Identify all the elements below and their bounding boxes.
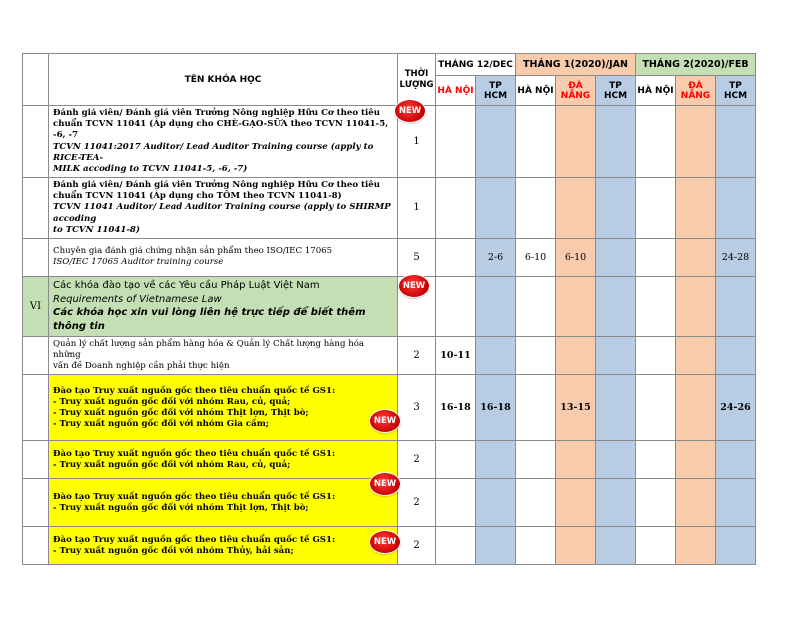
schedule-date-cell: 16-18	[476, 375, 516, 441]
course-line: - Truy xuất nguồn gốc đối với nhóm Rau, củ, quả;	[53, 396, 291, 407]
schedule-date-cell	[596, 479, 636, 527]
course-row	[23, 238, 756, 276]
schedule-date-cell: 16-18	[436, 375, 476, 441]
schedule-date-cell	[516, 336, 556, 375]
schedule-date-cell	[596, 238, 636, 276]
schedule-date-cell	[476, 527, 516, 565]
section-number	[23, 336, 49, 375]
header-month-jan: THÁNG 1(2020)/JAN	[516, 54, 636, 76]
schedule-date-cell	[636, 527, 676, 565]
section-number	[23, 178, 49, 239]
duration-cell: 2	[398, 441, 436, 479]
schedule-date-cell	[516, 178, 556, 239]
schedule-date-cell	[436, 178, 476, 239]
section-title	[49, 276, 398, 336]
new-badge: NEW	[370, 473, 400, 495]
section-number	[23, 527, 49, 565]
course-row	[23, 336, 756, 375]
schedule-date-cell	[516, 441, 556, 479]
course-line: to TCVN 11041-8)	[53, 224, 140, 235]
schedule-date-cell	[676, 106, 716, 178]
header-tphcm-feb: TP HCM	[716, 76, 756, 106]
course-line: - Truy xuất nguồn gốc đối với nhóm Rau, củ, quả;	[53, 459, 291, 470]
schedule-date-cell	[596, 336, 636, 375]
schedule-date-cell	[596, 375, 636, 441]
schedule-date-cell	[636, 375, 676, 441]
duration-cell: 2	[398, 479, 436, 527]
header-danang-feb: ĐÀ NẴNG	[676, 76, 716, 106]
course-name	[49, 336, 398, 375]
course-line: Đào tạo Truy xuất nguồn gốc theo tiêu chuẩn quốc tế GS1:	[53, 385, 336, 396]
section-number	[23, 238, 49, 276]
course-line: Đào tạo Truy xuất nguồn gốc theo tiêu chuẩn quốc tế GS1:	[53, 491, 336, 502]
schedule-date-cell	[436, 276, 476, 336]
schedule-date-cell	[636, 479, 676, 527]
schedule-date-cell: 2-6	[476, 238, 516, 276]
schedule-date-cell	[556, 479, 596, 527]
schedule-date-cell	[516, 106, 556, 178]
schedule-date-cell: 10-11	[436, 336, 476, 375]
schedule-date-cell	[716, 441, 756, 479]
header-duration: THỜI LƯỢNG	[398, 54, 436, 106]
course-line: Quản lý chất lượng sản phẩm hàng hóa & Quản lý Chất lượng hàng hóa những	[53, 338, 365, 361]
schedule-date-cell	[676, 276, 716, 336]
schedule-date-cell	[556, 276, 596, 336]
header-tphcm-dec: TP HCM	[476, 76, 516, 106]
section-number	[23, 441, 49, 479]
schedule-date-cell	[436, 441, 476, 479]
new-badge: NEW	[370, 531, 400, 553]
course-line: Đánh giá viên/ Đánh giá viên Trưởng Nông nghiệp Hữu Cơ theo tiêu	[53, 180, 381, 191]
course-line: chuẩn TCVN 11041 (Áp dụng cho TÔM theo TCVN 11041-8)	[53, 191, 342, 202]
new-badge: NEW	[395, 100, 425, 122]
schedule-date-cell	[596, 276, 636, 336]
schedule-date-cell	[556, 336, 596, 375]
schedule-date-cell	[556, 106, 596, 178]
course-line: Các khóa học xin vui lòng liên hệ trực tiếp để biết thêm thông tin	[53, 307, 366, 332]
header-danang-jan: ĐÀ NẴNG	[556, 76, 596, 106]
schedule-date-cell	[596, 178, 636, 239]
schedule-date-cell	[636, 336, 676, 375]
course-name	[49, 479, 398, 527]
course-line: - Truy xuất nguồn gốc đối với nhóm Thịt lợn, Thịt bò;	[53, 407, 309, 418]
schedule-date-cell	[716, 479, 756, 527]
course-line: MILK accoding to TCVN 11041-5, -6, -7)	[53, 163, 248, 174]
schedule-date-cell	[676, 375, 716, 441]
course-line: chuẩn TCVN 11041 (Áp dụng cho CHÈ-GẠO-SỮA theo TCVN 11041-5, -6, -7	[53, 119, 389, 141]
schedule-date-cell	[476, 336, 516, 375]
duration-cell: 1	[398, 106, 436, 178]
schedule-date-cell	[556, 441, 596, 479]
course-line: Đào tạo Truy xuất nguồn gốc theo tiêu chuẩn quốc tế GS1:	[53, 448, 336, 459]
schedule-date-cell	[676, 238, 716, 276]
course-line: vấn đề Doanh nghiệp cần phải thực hiện	[53, 361, 230, 372]
schedule-date-cell	[436, 479, 476, 527]
schedule-date-cell	[556, 178, 596, 239]
course-line: TCVN 11041:2017 Auditor/ Lead Auditor Training course (apply to RICE-TEA-	[53, 141, 374, 163]
course-line: Đánh giá viên/ Đánh giá viên Trưởng Nông nghiệp Hữu Cơ theo tiêu	[53, 108, 381, 118]
course-line: - Truy xuất nguồn gốc đối với nhóm Thịt lợn, Thịt bò;	[53, 502, 309, 513]
course-name	[49, 238, 398, 276]
course-name	[49, 106, 398, 178]
schedule-date-cell	[676, 178, 716, 239]
course-line: Chuyên gia đánh giá chứng nhận sản phẩm theo ISO/IEC 17065	[53, 246, 333, 257]
course-name	[49, 441, 398, 479]
header-month-feb: THÁNG 2(2020)/FEB	[636, 54, 756, 76]
header-month-dec: THÁNG 12/DEC	[436, 54, 516, 76]
duration-cell: 3	[398, 375, 436, 441]
course-row	[23, 178, 756, 239]
course-name	[49, 178, 398, 239]
schedule-date-cell	[636, 441, 676, 479]
course-row	[23, 106, 756, 178]
course-line: TCVN 11041 Auditor/ Lead Auditor Training course (apply to SHIRMP accoding	[53, 202, 391, 224]
schedule-date-cell	[516, 479, 556, 527]
course-name	[49, 375, 398, 441]
schedule-date-cell	[436, 106, 476, 178]
header-blank	[23, 54, 49, 106]
schedule-date-cell: 13-15	[556, 375, 596, 441]
section-number	[23, 375, 49, 441]
header-course-name: TÊN KHÓA HỌC	[49, 54, 398, 106]
header-hanoi-jan: HÀ NỘI	[516, 76, 556, 106]
duration-cell: 2	[398, 336, 436, 375]
schedule-date-cell	[676, 527, 716, 565]
schedule-date-cell	[676, 441, 716, 479]
header-hanoi-dec: HÀ NỘI	[436, 76, 476, 106]
course-line: - Truy xuất nguồn gốc đối với nhóm Thủy, hải sản;	[53, 545, 294, 556]
duration-cell: 1	[398, 178, 436, 239]
schedule-date-cell	[716, 106, 756, 178]
schedule-date-cell: 6-10	[516, 238, 556, 276]
schedule-date-cell	[476, 106, 516, 178]
schedule-date-cell	[676, 336, 716, 375]
section-number: VI	[23, 276, 49, 336]
schedule-date-cell	[636, 106, 676, 178]
schedule-date-cell	[476, 479, 516, 527]
schedule-date-cell: 6-10	[556, 238, 596, 276]
schedule-date-cell	[516, 375, 556, 441]
schedule-date-cell	[476, 178, 516, 239]
schedule-date-cell	[716, 276, 756, 336]
header-hanoi-feb: HÀ NỘI	[636, 76, 676, 106]
course-row	[23, 276, 756, 336]
schedule-date-cell	[436, 527, 476, 565]
course-name	[49, 527, 398, 565]
schedule-date-cell: 24-28	[716, 238, 756, 276]
course-line: Các khóa đào tạo về các Yêu cầu Pháp Luật Việt Nam	[53, 280, 320, 292]
schedule-date-cell	[716, 527, 756, 565]
schedule-date-cell	[716, 178, 756, 239]
section-number	[23, 479, 49, 527]
schedule-date-cell	[436, 238, 476, 276]
schedule-date-cell	[636, 276, 676, 336]
schedule-date-cell	[556, 527, 596, 565]
course-line: Requirements of Vietnamese Law	[53, 293, 222, 305]
schedule-date-cell	[476, 441, 516, 479]
schedule-date-cell	[596, 441, 636, 479]
schedule-date-cell	[516, 527, 556, 565]
new-badge: NEW	[370, 410, 400, 432]
schedule-date-cell	[596, 527, 636, 565]
schedule-date-cell	[516, 276, 556, 336]
section-number	[23, 106, 49, 178]
course-line: ISO/IEC 17065 Auditor training course	[53, 257, 224, 268]
course-line: Đào tạo Truy xuất nguồn gốc theo tiêu chuẩn quốc tế GS1:	[53, 534, 336, 545]
new-badge: NEW	[399, 275, 429, 297]
schedule-date-cell	[596, 106, 636, 178]
schedule-date-cell	[636, 238, 676, 276]
header-tphcm-jan: TP HCM	[596, 76, 636, 106]
schedule-date-cell: 24-26	[716, 375, 756, 441]
duration-cell: 2	[398, 527, 436, 565]
schedule-date-cell	[716, 336, 756, 375]
schedule-date-cell	[676, 479, 716, 527]
schedule-date-cell	[476, 276, 516, 336]
course-line: - Truy xuất nguồn gốc đối với nhóm Gia cầm;	[53, 419, 269, 430]
schedule-date-cell	[636, 178, 676, 239]
duration-cell: 5	[398, 238, 436, 276]
